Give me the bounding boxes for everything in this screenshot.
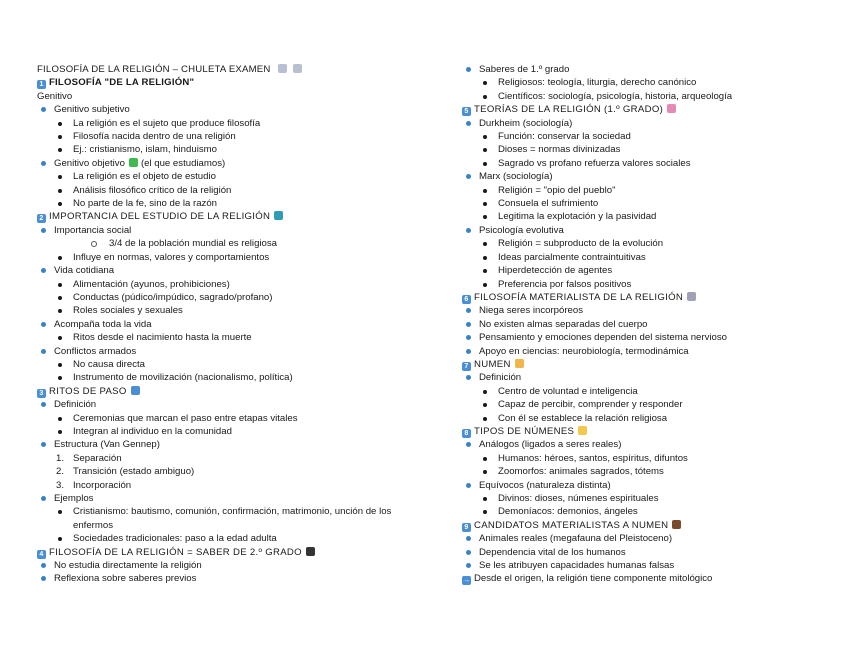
list-item bbox=[462, 117, 832, 130]
sub-list-item bbox=[462, 210, 832, 223]
section-heading-text: RITOS DE PASO bbox=[49, 385, 127, 397]
numbered-item bbox=[37, 452, 407, 465]
numbered-item-text: Transición (estado ambiguo) bbox=[73, 466, 195, 478]
list-item-text: Psicología evolutiva bbox=[479, 224, 564, 236]
number-badge: 7 bbox=[462, 362, 471, 371]
sub-list-item-text: Instrumento de movilización (nacionalismo, política) bbox=[73, 372, 293, 384]
list-item bbox=[37, 264, 407, 277]
section-heading bbox=[462, 103, 832, 116]
list-item-text: No estudia directamente la religión bbox=[54, 560, 202, 572]
list-item-text: Marx (sociología) bbox=[479, 171, 553, 183]
list-item bbox=[37, 318, 407, 331]
sub-list-item bbox=[37, 412, 407, 425]
sub-list-item bbox=[37, 251, 407, 264]
list-item-text: Definición bbox=[54, 399, 97, 411]
list-item bbox=[462, 479, 832, 492]
document-title bbox=[37, 63, 407, 76]
list-item-text: Acompaña toda la vida bbox=[54, 318, 152, 330]
list-item-text: Apoyo en ciencias: neurobiología, termodinámica bbox=[479, 345, 689, 357]
list-item-text: Definición bbox=[479, 372, 522, 384]
number-badge: 2 bbox=[37, 214, 46, 223]
list-item-text: Ejemplos bbox=[54, 493, 94, 504]
section-heading bbox=[462, 358, 832, 371]
sub-list-item-text: Análisis filosófico crítico de la religión bbox=[73, 184, 232, 196]
brain-icon bbox=[667, 104, 676, 113]
list-item-text: Se les atribuyen capacidades humanas falsas bbox=[479, 560, 675, 572]
list-item-text: Genitivo objetivo bbox=[54, 157, 125, 169]
right-list bbox=[462, 63, 832, 586]
sub-list-item bbox=[462, 264, 832, 277]
number-badge: 3 bbox=[37, 389, 46, 398]
sparkle-icon bbox=[515, 359, 524, 368]
sub-list-item-text: Ritos desde el nacimiento hasta la muerte bbox=[73, 332, 252, 344]
sub-list-item-text: Integran al individuo en la comunidad bbox=[73, 425, 232, 437]
list-item-text: Importancia social bbox=[54, 224, 132, 236]
section-heading-text: IMPORTANCIA DEL ESTUDIO DE LA RELIGIÓN bbox=[49, 211, 271, 223]
sub-list-item bbox=[37, 505, 407, 532]
list-item bbox=[462, 532, 832, 545]
item-number: 3. bbox=[56, 479, 65, 491]
section-heading-text: CANDIDATOS MATERIALISTAS A NUMEN bbox=[474, 519, 669, 531]
section-heading bbox=[462, 291, 832, 304]
subheading bbox=[37, 90, 407, 103]
sub-list-item bbox=[37, 425, 407, 438]
list-item bbox=[462, 224, 832, 237]
section-heading-text: FILOSOFÍA "DE LA RELIGIÓN" bbox=[49, 77, 195, 89]
right-column bbox=[462, 63, 832, 586]
list-item-text: Análogos (ligados a seres reales) bbox=[479, 439, 622, 451]
list-item-text: Reflexiona sobre saberes previos bbox=[54, 573, 197, 585]
grad-cap-icon bbox=[306, 547, 315, 556]
numbered-item bbox=[37, 479, 407, 492]
sub-list-item bbox=[37, 143, 407, 156]
nested-list-item bbox=[37, 237, 407, 250]
number-badge: 6 bbox=[462, 295, 471, 304]
list-item bbox=[37, 572, 407, 585]
section-heading bbox=[37, 210, 407, 223]
list-item bbox=[462, 63, 832, 76]
sub-list-item bbox=[462, 278, 832, 291]
list-item bbox=[37, 224, 407, 237]
list-item-text: Estructura (Van Gennep) bbox=[54, 439, 160, 451]
item-number: 1. bbox=[56, 452, 65, 464]
number-badge: 5 bbox=[462, 107, 471, 116]
sub-list-item-text: Demoníacos: demonios, ángeles bbox=[498, 506, 638, 518]
list-item bbox=[462, 331, 832, 344]
item-number: 2. bbox=[56, 466, 65, 478]
section-heading bbox=[462, 425, 832, 438]
list-item bbox=[462, 304, 832, 317]
sub-list-item bbox=[37, 291, 407, 304]
sub-list-item-text: La religión es el sujeto que produce filosofía bbox=[73, 117, 261, 129]
globe-icon bbox=[274, 211, 283, 220]
sub-list-item-text: No causa directa bbox=[73, 358, 145, 370]
sub-list-item-text: Religiosos: teología, liturgia, derecho canónico bbox=[498, 77, 697, 89]
memo-icon bbox=[293, 64, 302, 73]
list-item bbox=[37, 559, 407, 572]
list-item-text: Equívocos (naturaleza distinta) bbox=[479, 479, 611, 491]
sub-list-item-text: No parte de la fe, sino de la razón bbox=[73, 198, 217, 210]
number-badge: 8 bbox=[462, 429, 471, 438]
conclusion-line bbox=[462, 572, 832, 585]
sub-list-item-text: Religión = subproducto de la evolución bbox=[498, 238, 664, 250]
section-heading-text: NUMEN bbox=[474, 358, 511, 370]
sub-list-item bbox=[37, 358, 407, 371]
list-item bbox=[37, 103, 407, 116]
left-list bbox=[37, 76, 407, 585]
sub-list-item bbox=[37, 130, 407, 143]
number-badge: 9 bbox=[462, 523, 471, 532]
list-item-text: No existen almas separadas del cuerpo bbox=[479, 318, 648, 330]
sub-list-item bbox=[37, 197, 407, 210]
sub-list-item-text: Divinos: dioses, númenes espirituales bbox=[498, 493, 659, 504]
sub-list-item bbox=[37, 278, 407, 291]
list-item bbox=[37, 157, 407, 170]
sub-list-item-text: Cristianismo: bautismo, comunión, confirmación, matrimonio, unción de los enfermos bbox=[73, 506, 392, 531]
list-item-text: Vida cotidiana bbox=[54, 265, 115, 277]
subheading-text: Genitivo bbox=[37, 90, 73, 102]
numbered-item bbox=[37, 465, 407, 478]
list-item-text: Animales reales (megafauna del Pleistoceno) bbox=[479, 533, 673, 545]
list-item-text: Durkheim (sociología) bbox=[479, 117, 573, 129]
sub-list-item-text: Función: conservar la sociedad bbox=[498, 131, 631, 143]
section-heading bbox=[37, 385, 407, 398]
sub-list-item bbox=[462, 90, 832, 103]
list-item bbox=[37, 438, 407, 451]
sub-list-item bbox=[462, 412, 832, 425]
cycle-icon bbox=[131, 386, 140, 395]
nested-list-item-text: 3/4 de la población mundial es religiosa bbox=[109, 238, 277, 250]
sub-list-item-text: Sociedades tradicionales: paso a la edad adulta bbox=[73, 533, 277, 545]
list-item-text: Saberes de 1.º grado bbox=[479, 64, 570, 75]
section-heading-text: FILOSOFÍA MATERIALISTA DE LA RELIGIÓN bbox=[474, 291, 684, 303]
sub-list-item-text: Ej.: cristianismo, islam, hinduismo bbox=[73, 144, 217, 156]
sub-list-item bbox=[37, 532, 407, 545]
sub-list-item-text: Religión = "opio del pueblo" bbox=[498, 184, 616, 196]
list-item bbox=[462, 318, 832, 331]
list-item bbox=[462, 546, 832, 559]
sub-list-item bbox=[462, 157, 832, 170]
sub-list-item-text: Zoomorfos: animales sagrados, tótems bbox=[498, 466, 664, 478]
gear-icon bbox=[687, 292, 696, 301]
list-item bbox=[462, 438, 832, 451]
section-heading bbox=[37, 546, 407, 559]
check-icon bbox=[129, 158, 138, 167]
memo-icon bbox=[278, 64, 287, 73]
number-badge: 4 bbox=[37, 550, 46, 559]
sub-list-item bbox=[462, 237, 832, 250]
numbered-item-text: Incorporación bbox=[73, 479, 132, 491]
section-heading bbox=[462, 519, 832, 532]
list-item bbox=[462, 170, 832, 183]
list-item bbox=[37, 398, 407, 411]
sub-list-item-text: Capaz de percibir, comprender y responder bbox=[498, 399, 683, 411]
sub-list-item bbox=[462, 465, 832, 478]
sub-list-item bbox=[462, 505, 832, 518]
sub-list-item bbox=[462, 184, 832, 197]
sub-list-item bbox=[462, 76, 832, 89]
list-item-text: Pensamiento y emociones dependen del sistema nervioso bbox=[479, 332, 727, 344]
list-item-text: Genitivo subjetivo bbox=[54, 104, 130, 116]
list-item-text: Conflictos armados bbox=[54, 345, 137, 357]
section-heading bbox=[37, 76, 407, 89]
sub-list-item-text: Filosofía nacida dentro de una religión bbox=[73, 131, 236, 143]
list-item bbox=[37, 492, 407, 505]
sub-list-item bbox=[37, 331, 407, 344]
sub-list-item-text: Hiperdetección de agentes bbox=[498, 265, 613, 277]
list-item-text: Dependencia vital de los humanos bbox=[479, 546, 626, 558]
mammoth-icon bbox=[672, 520, 681, 529]
sub-list-item-text: Consuela el sufrimiento bbox=[498, 198, 599, 210]
sub-list-item bbox=[462, 197, 832, 210]
sub-list-item-text: Legitima la explotación y la pasividad bbox=[498, 211, 657, 223]
sub-list-item bbox=[462, 398, 832, 411]
section-heading-text: TIPOS DE NÚMENES bbox=[474, 425, 575, 437]
sub-list-item bbox=[37, 184, 407, 197]
sub-list-item-text: Dioses = normas divinizadas bbox=[498, 144, 621, 156]
list-item-note: (el que estudiamos) bbox=[140, 157, 226, 169]
sub-list-item-text: Centro de voluntad e inteligencia bbox=[498, 385, 638, 397]
sub-list-item-text: Ceremonias que marcan el paso entre etapas vitales bbox=[73, 412, 298, 424]
sub-list-item bbox=[37, 304, 407, 317]
list-item-text: Niega seres incorpóreos bbox=[479, 305, 583, 317]
sub-list-item-text: Ideas parcialmente contraintuitivas bbox=[498, 251, 646, 263]
list-item bbox=[462, 371, 832, 384]
sub-list-item-text: Sagrado vs profano refuerza valores sociales bbox=[498, 157, 691, 169]
sub-list-item bbox=[462, 130, 832, 143]
sub-list-item bbox=[37, 117, 407, 130]
sub-list-item bbox=[37, 170, 407, 183]
list-item bbox=[462, 345, 832, 358]
sub-list-item-text: Científicos: sociología, psicología, historia, arqueología bbox=[498, 90, 733, 102]
number-badge: 1 bbox=[37, 80, 46, 89]
sub-list-item-text: Preferencia por falsos positivos bbox=[498, 278, 632, 290]
sub-list-item-text: La religión es el objeto de estudio bbox=[73, 171, 216, 183]
sub-list-item bbox=[462, 492, 832, 505]
sub-list-item-text: Con él se establece la relación religiosa bbox=[498, 412, 668, 424]
left-column bbox=[37, 63, 407, 586]
folder-icon bbox=[578, 426, 587, 435]
sub-list-item-text: Conductas (púdico/impúdico, sagrado/profano) bbox=[73, 291, 273, 303]
sub-list-item-text: Humanos: héroes, santos, espíritus, difuntos bbox=[498, 452, 688, 464]
list-item bbox=[37, 345, 407, 358]
numbered-item-text: Separación bbox=[73, 452, 122, 464]
sub-list-item bbox=[462, 452, 832, 465]
sub-list-item-text: Influye en normas, valores y comportamientos bbox=[73, 251, 270, 263]
list-item bbox=[462, 559, 832, 572]
document-title-text: FILOSOFÍA DE LA RELIGIÓN – CHULETA EXAMEN bbox=[37, 64, 271, 75]
sub-list-item bbox=[462, 143, 832, 156]
sub-list-item-text: Alimentación (ayunos, prohibiciones) bbox=[73, 278, 230, 290]
section-heading-text: TEORÍAS DE LA RELIGIÓN (1.º GRADO) bbox=[474, 104, 664, 116]
conclusion-text: Desde el origen, la religión tiene componente mitológico bbox=[474, 573, 713, 585]
sub-list-item bbox=[37, 371, 407, 384]
sub-list-item bbox=[462, 385, 832, 398]
sub-list-item-text: Roles sociales y sexuales bbox=[73, 305, 183, 317]
section-heading-text: FILOSOFÍA DE LA RELIGIÓN = SABER DE 2.º GRADO bbox=[49, 546, 302, 558]
sub-list-item bbox=[462, 251, 832, 264]
arrow-right-icon: → bbox=[463, 577, 470, 585]
